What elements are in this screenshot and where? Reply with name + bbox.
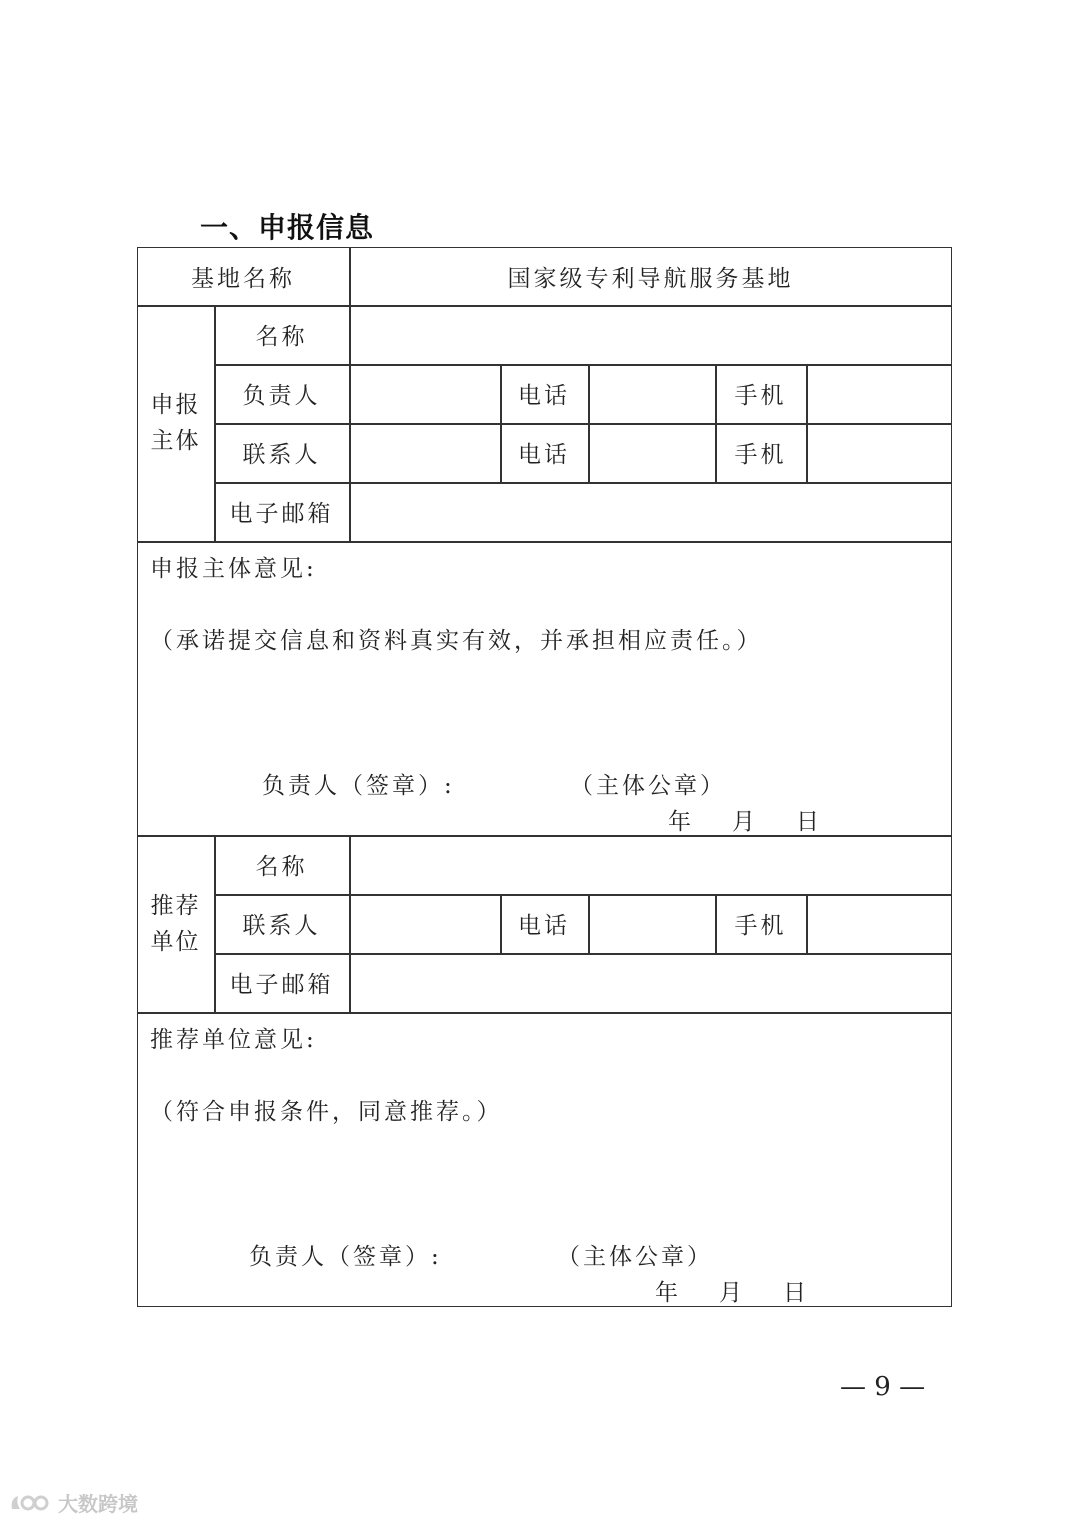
applicant-contact-phone-label: 电话: [518, 442, 570, 468]
page-number: — 9 —: [840, 1372, 926, 1402]
applicant-person-in-charge-label: 负责人: [242, 383, 321, 409]
recommender-name-field[interactable]: [349, 835, 952, 894]
applicant-name-label: 名称: [255, 324, 308, 350]
section-title: 一、申报信息: [200, 211, 375, 244]
watermark-logo-icon: [8, 1491, 52, 1515]
recommender-seal-label: （主体公章）: [557, 1244, 713, 1270]
base-name-value: 国家级专利导航服务基地: [507, 265, 794, 292]
applicant-email-label: 电子邮箱: [229, 501, 334, 527]
watermark: [8, 1488, 138, 1517]
applicant-opinion-statement: （承诺提交信息和资料真实有效，并承担相应责任。）: [150, 628, 763, 654]
recommender-group-label: [137, 835, 214, 1012]
applicant-contact-mobile-label: 手机: [734, 442, 787, 468]
row-divider: [137, 541, 952, 543]
recommender-opinion-statement: （符合申报条件，同意推荐。）: [150, 1099, 503, 1125]
recommender-group-label-line1: 推荐: [150, 892, 201, 919]
recommender-date-day: 日: [783, 1280, 809, 1306]
recommender-date-year: 年: [655, 1280, 681, 1306]
applicant-contact-phone-field[interactable]: [588, 423, 715, 482]
recommender-date-month: 月: [719, 1280, 745, 1306]
applicant-person-mobile-label: 手机: [734, 383, 787, 409]
row-divider: [137, 1012, 952, 1014]
applicant-person-in-charge-field[interactable]: [349, 364, 500, 423]
recommender-phone-label: 电话: [518, 913, 570, 939]
applicant-signature-label: 负责人（签章）:: [262, 773, 455, 799]
recommender-contact-field[interactable]: [349, 894, 500, 953]
applicant-email-field[interactable]: [349, 482, 952, 541]
applicant-person-phone-label: 电话: [518, 383, 570, 409]
recommender-email-label: 电子邮箱: [229, 972, 334, 998]
applicant-group-label-line2: 主体: [150, 428, 201, 454]
recommender-email-field[interactable]: [349, 953, 952, 1012]
recommender-contact-label: 联系人: [242, 913, 321, 939]
applicant-contact-mobile-field[interactable]: [806, 423, 952, 482]
applicant-date-year: 年: [668, 809, 694, 835]
applicant-opinion-heading: 申报主体意见:: [150, 556, 317, 582]
recommender-opinion-heading: 推荐单位意见:: [150, 1027, 317, 1053]
recommender-phone-field[interactable]: [588, 894, 715, 953]
applicant-contact-field[interactable]: [349, 423, 500, 482]
base-name-label: 基地名称: [191, 265, 295, 292]
recommender-name-label: 名称: [255, 854, 308, 880]
applicant-date-month: 月: [732, 809, 758, 835]
recommender-mobile-field[interactable]: [806, 894, 952, 953]
applicant-group-label-line1: 申报: [150, 392, 201, 418]
applicant-seal-label: （主体公章）: [570, 773, 726, 799]
applicant-date-day: 日: [796, 809, 822, 835]
applicant-person-phone-field[interactable]: [588, 364, 715, 423]
recommender-mobile-label: 手机: [734, 913, 787, 939]
watermark-text: 大数跨境: [58, 1492, 138, 1516]
applicant-contact-label: 联系人: [242, 442, 321, 468]
applicant-name-field[interactable]: [349, 305, 952, 364]
recommender-group-label-line2: 单位: [150, 928, 201, 955]
applicant-group-label: [137, 305, 214, 541]
applicant-person-mobile-field[interactable]: [806, 364, 952, 423]
recommender-signature-label: 负责人（签章）:: [249, 1244, 442, 1270]
